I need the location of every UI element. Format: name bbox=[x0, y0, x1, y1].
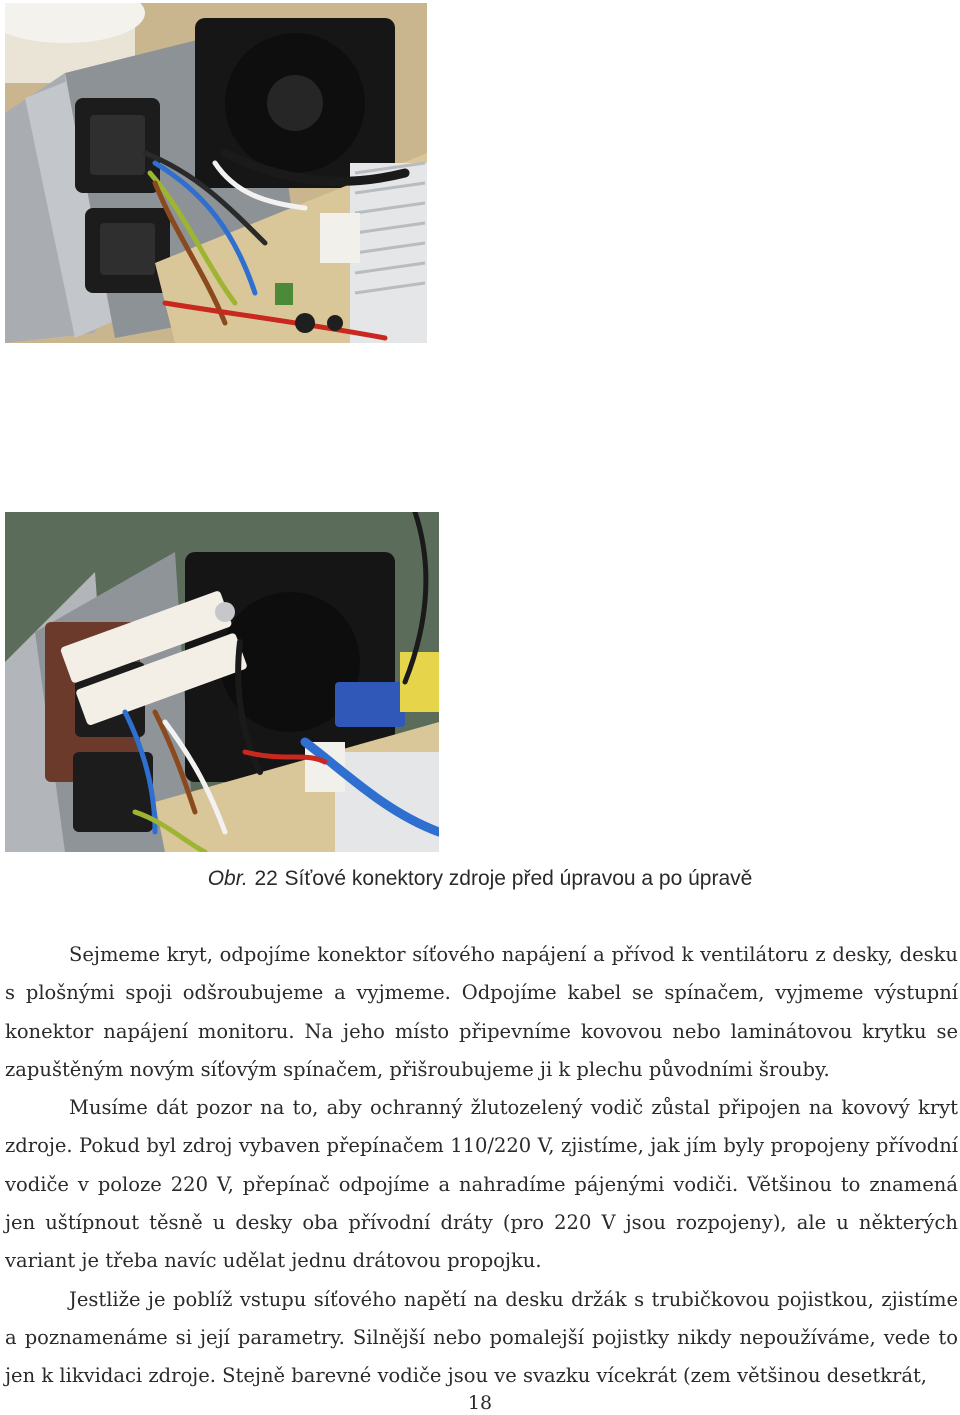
paragraph: Jestliže je poblíž vstupu síťového napětí na desku držák s trubičkovou pojistkou, zjistíme a poznamenáme si její parametry. Silnější nebo pomalejší pojistky nikdy nepoužíváme, vede to jen k likvidaci zdroje. Stejně barevné vodiče jsou ve svazku vícekrát (zem většinou desetkrát, bbox=[5, 1287, 958, 1388]
body-text bbox=[5, 936, 958, 1396]
page-number: 18 bbox=[467, 1392, 493, 1414]
psu-after-illustration bbox=[5, 512, 439, 852]
figure-photo-before bbox=[5, 3, 427, 343]
figure-caption-text: Síťové konektory zdroje před úpravou a po úpravě bbox=[284, 867, 753, 890]
figure-caption-label: Obr. bbox=[207, 867, 248, 890]
figure-caption bbox=[0, 864, 960, 893]
figure-photo-after bbox=[5, 512, 439, 852]
psu-before-illustration bbox=[5, 3, 427, 343]
paragraph: Sejmeme kryt, odpojíme konektor síťového napájení a přívod k ventilátoru z desky, desku s plošnými spoji odšroubujeme a vyjmeme. Odpojíme kabel se spínačem, vyjmeme výstupní konektor napájení monitoru. Na jeho místo připevníme kovovou nebo laminátovou krytku se zapuštěným novým síťovým spínačem, přišroubujeme ji k plechu původními šrouby. bbox=[5, 943, 958, 1081]
paragraph: Musíme dát pozor na to, aby ochranný žlutozelený vodič zůstal připojen na kovový kryt zdroje. Pokud byl zdroj vybaven přepínačem 110/220 V, zjistíme, jak jím byly propojeny přívodní vodiče v poloze 220 V, přepínač odpojíme a nahradíme pájenými vodiči. Většinou to znamená jen uštípnout těsně u desky oba přívodní dráty (pro 220 V jsou rozpojeny), ale u některých variant je třeba navíc udělat jednu drátovou propojku. bbox=[5, 1096, 958, 1273]
figure-caption-number: 22 bbox=[254, 867, 278, 890]
